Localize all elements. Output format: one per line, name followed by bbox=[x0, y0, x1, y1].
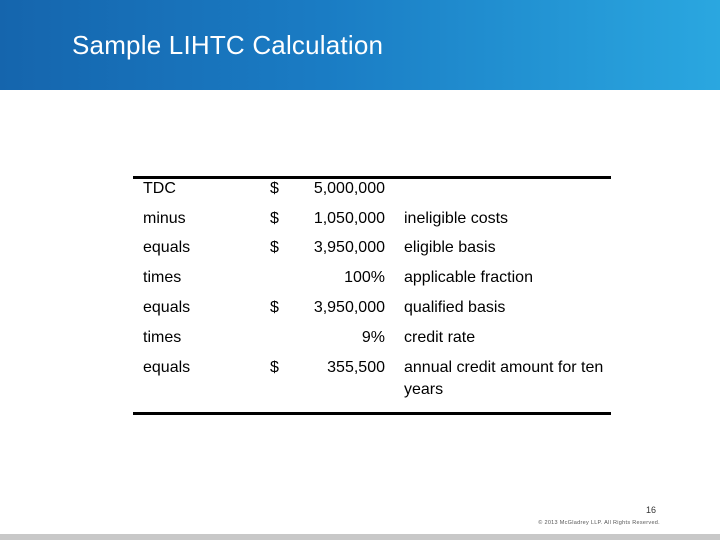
row-amount: 355,500 bbox=[327, 359, 385, 376]
row-note: eligible basis bbox=[404, 239, 496, 256]
row-note: qualified basis bbox=[404, 299, 506, 316]
footer-bar bbox=[0, 534, 720, 540]
row-amount: 9% bbox=[361, 329, 385, 346]
row-label: times bbox=[143, 329, 182, 346]
row-amount: 100% bbox=[344, 269, 385, 286]
row-label: times bbox=[143, 269, 182, 286]
row-amount: 3,950,000 bbox=[313, 239, 385, 256]
row-label: equals bbox=[143, 239, 191, 256]
row-dollar-sign: $ bbox=[270, 210, 279, 227]
row-amount: 5,000,000 bbox=[313, 180, 385, 197]
row-note: ineligible costs bbox=[404, 210, 509, 227]
row-label: equals bbox=[143, 359, 191, 376]
slide-header bbox=[0, 0, 720, 90]
page-number: 16 bbox=[645, 505, 656, 515]
row-dollar-sign: $ bbox=[270, 359, 279, 376]
slide-title: Sample LIHTC Calculation bbox=[72, 30, 384, 60]
row-note: applicable fraction bbox=[404, 269, 533, 286]
row-dollar-sign: $ bbox=[270, 239, 279, 256]
row-dollar-sign: $ bbox=[270, 299, 279, 316]
row-dollar-sign: $ bbox=[270, 180, 279, 197]
row-label: TDC bbox=[143, 180, 176, 197]
row-label: equals bbox=[143, 299, 191, 316]
copyright-notice: © 2013 McGladrey LLP. All Rights Reserved. bbox=[538, 520, 660, 526]
row-label: minus bbox=[143, 210, 186, 227]
row-amount: 3,950,000 bbox=[313, 299, 385, 316]
row-note: annual credit amount for ten years bbox=[404, 359, 604, 398]
table-bottom-rule bbox=[133, 412, 611, 415]
row-amount: 1,050,000 bbox=[313, 210, 385, 227]
row-note: credit rate bbox=[404, 329, 476, 346]
